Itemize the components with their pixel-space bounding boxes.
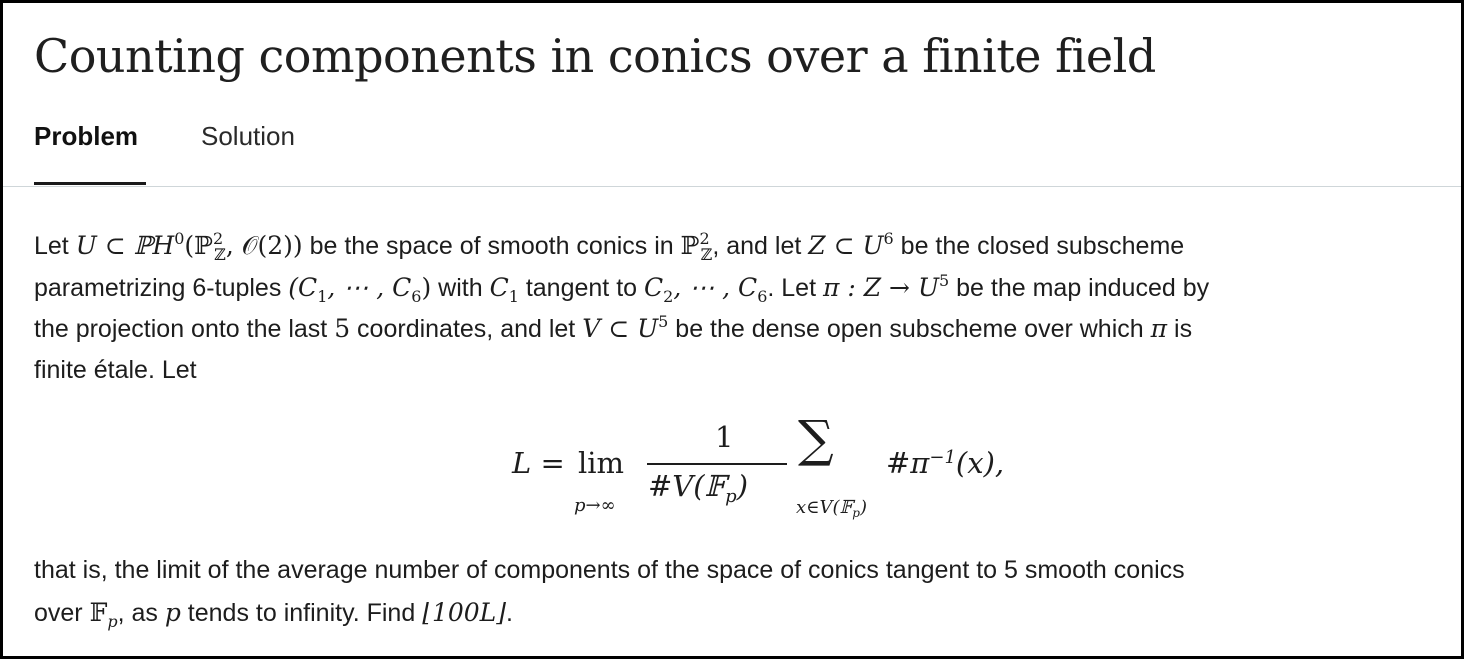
problem-line-5: that is, the limit of the average number of components of the space of conics tangent to 5 smooth conics: [34, 556, 1185, 584]
problem-after-equation: [34, 550, 1434, 633]
problem-line-6: over 𝔽$_p$, as p tends to infinity. Find ⌊100L⌋.: [34, 597, 513, 631]
problem-line-3: the projection onto the last 5 coordinates, and let V ⊂ $U^5$ be the dense open subscheme over which π is: [34, 312, 1193, 343]
problem-line-4: finite étale. Let: [34, 355, 197, 384]
display-equation: [34, 410, 1434, 525]
problem-line-1: Let U ⊂ ℙH$^0$(ℙ$^2_ℤ$, 𝒪(2)) be the space of smooth conics in ℙ$^2_ℤ$, and let Z ⊂ $U^6$ be the closed subscheme: [34, 229, 1185, 264]
tab-solution[interactable]: Solution: [201, 121, 295, 151]
active-tab-indicator: [34, 182, 146, 185]
problem-line-2: parametrizing 6-tuples ($C_1$, ⋯ , $C_6$) with $C_1$ tangent to $C_2$, ⋯ , $C_6$. Let π : $Z \to U^5$ be the map induced by: [34, 270, 1210, 306]
summand: $\#\pi^{-1}(x)$,: [886, 446, 1005, 480]
fraction-denominator: #V(𝔽$_p$): [648, 469, 749, 507]
fraction-numerator: 1: [715, 420, 734, 454]
summation-sign: ∑: [798, 410, 834, 468]
summation-subscript: x∈V(𝔽$_p$): [796, 497, 867, 520]
fraction-bar: [647, 463, 787, 465]
equation-lhs: L =: [512, 446, 565, 480]
limit-operator: lim: [578, 446, 625, 480]
tab-problem[interactable]: Problem: [34, 121, 139, 151]
limit-subscript: p→∞: [574, 495, 616, 516]
tab-bar: [3, 113, 1461, 187]
page-title: Counting components in conics over a finite field: [34, 29, 1156, 83]
problem-statement: [34, 225, 1434, 631]
